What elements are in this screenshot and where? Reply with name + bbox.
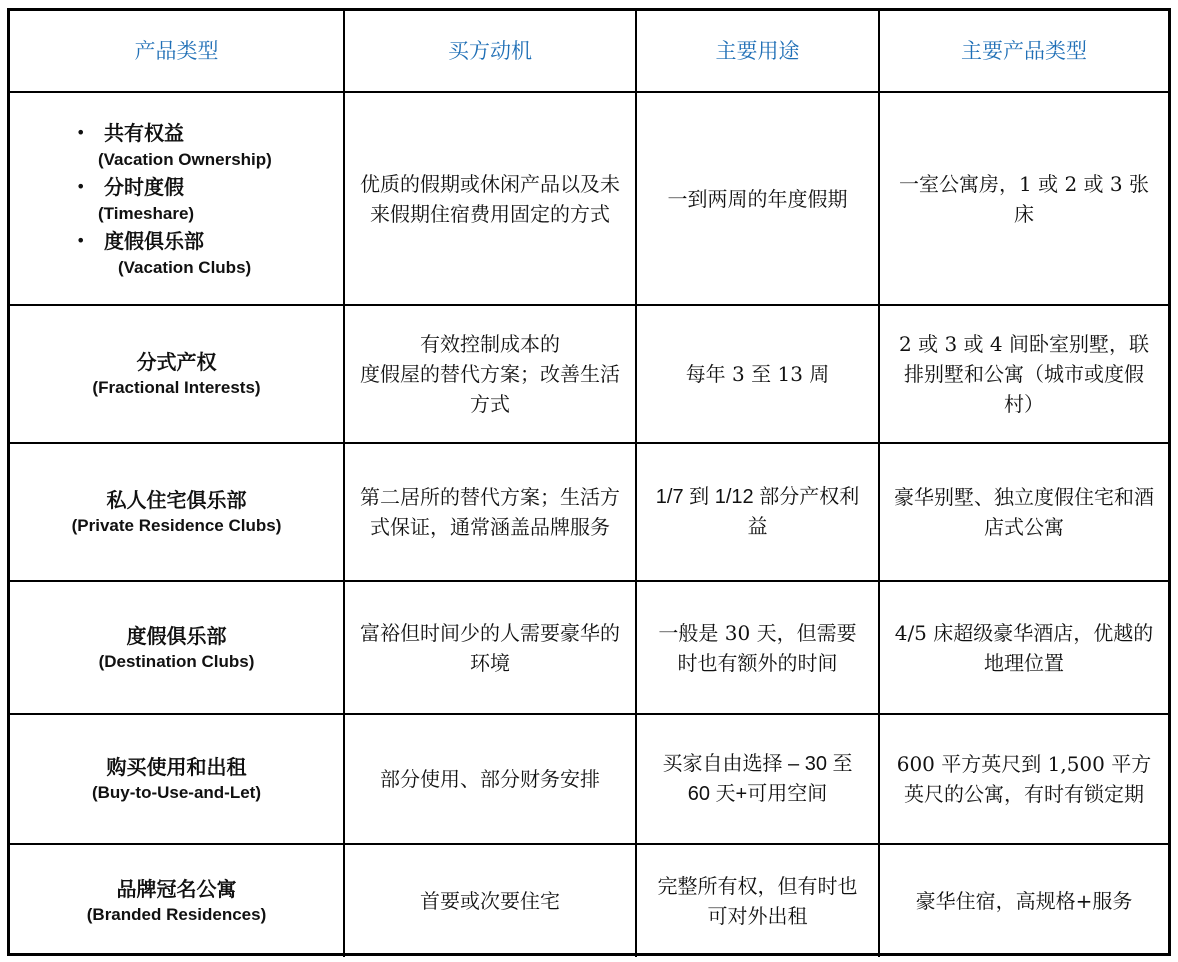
products-cell: 2 或 3 或 4 间卧室别墅，联排别墅和公寓（城市或度假村） xyxy=(879,305,1168,443)
bullet-icon: • xyxy=(76,122,86,142)
product-comparison-table xyxy=(10,11,1168,957)
motivation-cell: 部分使用、部分财务安排 xyxy=(344,714,636,844)
product-type-cn: 分时度假 xyxy=(104,174,184,199)
table-row xyxy=(10,714,1168,844)
use-cell: 1/7 到 1/12 部分产权利益 xyxy=(636,443,879,581)
header-product-type: 产品类型 xyxy=(10,11,344,92)
motivation-cell xyxy=(344,305,636,443)
use-cell: 完整所有权，但有时也可对外出租 xyxy=(636,844,879,957)
bullet-icon: • xyxy=(76,230,86,250)
product-type-cn: 购买使用和出租 xyxy=(106,755,247,779)
product-type-cell xyxy=(10,714,344,844)
product-type-cn: 私人住宅俱乐部 xyxy=(106,488,247,512)
products-cell: 豪华住宿，高规格+服务 xyxy=(879,844,1168,957)
motivation-cell: 优质的假期或休闲产品以及未来假期住宿费用固定的方式 xyxy=(344,92,636,305)
table-row xyxy=(10,92,1168,305)
table-row xyxy=(10,305,1168,443)
product-type-en: (Vacation Ownership) xyxy=(98,149,272,169)
product-type-cell xyxy=(10,305,344,443)
use-cell: 买家自由选择 – 30 至 60 天+可用空间 xyxy=(636,714,879,844)
product-type-bullet-list xyxy=(16,118,337,280)
header-main-use: 主要用途 xyxy=(636,11,879,92)
product-type-cn: 共有权益 xyxy=(104,120,184,145)
use-cell: 一般是 30 天，但需要时也有额外的时间 xyxy=(636,581,879,714)
product-type-cell xyxy=(10,581,344,714)
header-row xyxy=(10,11,1168,92)
product-type-en: (Destination Clubs) xyxy=(98,651,255,671)
product-type-cn: 品牌冠名公寓 xyxy=(116,877,237,901)
table-row xyxy=(10,844,1168,957)
products-cell: 豪华别墅、独立度假住宅和酒店式公寓 xyxy=(879,443,1168,581)
table-row xyxy=(10,581,1168,714)
product-type-en: (Fractional Interests) xyxy=(92,378,261,397)
products-cell: 4/5 床超级豪华酒店，优越的地理位置 xyxy=(879,581,1168,714)
product-type-cell xyxy=(10,844,344,957)
product-comparison-table-frame xyxy=(7,8,1171,956)
product-type-en: (Vacation Clubs) xyxy=(118,257,252,277)
product-type-en: (Private Residence Clubs) xyxy=(71,516,282,535)
motivation-text: 有效控制成本的 度假屋的替代方案；改善生活方式 xyxy=(360,332,620,416)
motivation-cell: 富裕但时间少的人需要豪华的环境 xyxy=(344,581,636,714)
product-type-cn: 分式产权 xyxy=(136,350,217,374)
use-cell: 一到两周的年度假期 xyxy=(636,92,879,305)
header-buyer-motivation: 买方动机 xyxy=(344,11,636,92)
bullet-item xyxy=(16,172,337,226)
bullet-item xyxy=(16,226,337,280)
product-type-en: (Branded Residences) xyxy=(86,905,267,924)
motivation-cell: 第二居所的替代方案；生活方式保证，通常涵盖品牌服务 xyxy=(344,443,636,581)
product-type-cell xyxy=(10,443,344,581)
header-main-product-types: 主要产品类型 xyxy=(879,11,1168,92)
motivation-cell: 首要或次要住宅 xyxy=(344,844,636,957)
product-type-en: (Buy-to-Use-and-Let) xyxy=(91,783,262,802)
table-row xyxy=(10,443,1168,581)
product-type-cn: 度假俱乐部 xyxy=(126,623,227,648)
product-type-en: (Timeshare) xyxy=(98,203,195,223)
use-cell: 每年 3 至 13 周 xyxy=(636,305,879,443)
bullet-item xyxy=(16,118,337,172)
products-cell: 600 平方英尺到 1,500 平方英尺的公寓，有时有锁定期 xyxy=(879,714,1168,844)
products-cell: 一室公寓房，1 或 2 或 3 张床 xyxy=(879,92,1168,305)
product-type-cn: 度假俱乐部 xyxy=(104,228,204,253)
product-type-cell xyxy=(10,92,344,305)
bullet-icon: • xyxy=(76,176,86,196)
